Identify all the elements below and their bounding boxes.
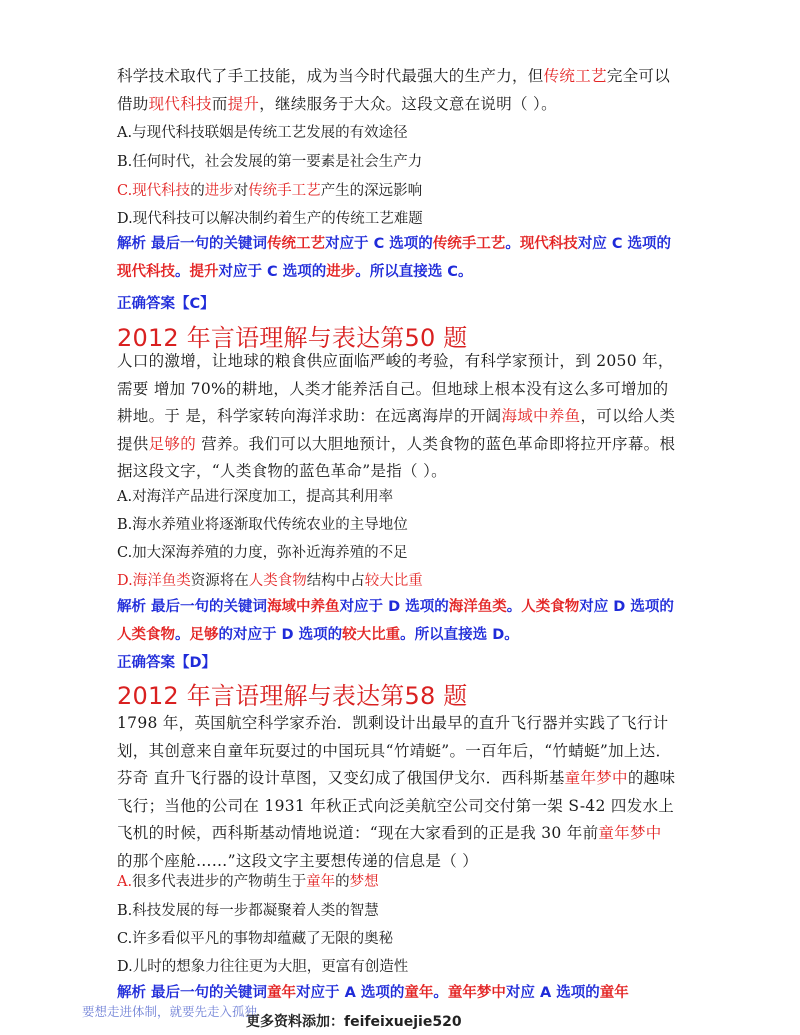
question-1-option-a: A.与现代科技联姻是传统工艺发展的有效途径	[117, 125, 408, 141]
question-1-option-d: D.现代科技可以解决制约着生产的传统工艺难题	[117, 211, 423, 227]
question-2-option-c: C.加大深海养殖的力度，弥补近海养殖的不足	[117, 545, 408, 561]
question-2-heading: 2012 年言语理解与表达第50 题	[117, 324, 468, 352]
question-1-answer: 正确答案【C】	[117, 296, 215, 312]
question-2-option-d: D.海洋鱼类资源将在人类食物结构中占较大比重	[117, 573, 423, 589]
question-2-analysis: 解析 最后一句的关键词海域中养鱼对应于 D 选项的海洋鱼类。人类食物对应 D 选项的 人类食物。足够的对应于 D 选项的较大比重。所以直接选 D。	[117, 599, 674, 643]
question-3-option-c: C.许多看似平凡的事物却蕴藏了无限的奥秘	[117, 931, 394, 947]
question-3-heading: 2012 年言语理解与表达第58 题	[117, 682, 468, 710]
footer-contact: 更多资料添加：feifeixuejie520	[246, 1014, 462, 1030]
question-3-analysis: 解析 最后一句的关键词童年对应于 A 选项的童年。童年梦中对应 A 选项的童年	[117, 985, 629, 1001]
question-2-option-a: A.对海洋产品进行深度加工，提高其利用率	[117, 489, 394, 505]
footer-slogan: 要想走进体制，就要先走入孤独	[82, 1004, 258, 1019]
question-1-option-b: B.任何时代，社会发展的第一要素是社会生产力	[117, 154, 423, 170]
question-2-stem: 人口的激增，让地球的粮食供应面临严峻的考验，有科学家预计，到 2050 年，需要 增加 70%的耕地，人类才能养活自己。但地球上根本没有这么多可增加的耕地。于 是，科学家转向海洋求助：在远离海岸的开阔海域中养鱼，可以给人类提供足够的 营养。我们可以大胆地预计，人类食物的蓝色革命即将拉开序幕。根据这段文字，“人类食物的蓝色革命”是指（ ）。	[117, 352, 676, 480]
question-1-stem: 科学技术取代了手工技能，成为当今时代最强大的生产力，但传统工艺完全可以借助现代科技而提升，继续服务于大众。这段文意在说明（ ）。	[117, 67, 671, 113]
question-1-option-c: C.现代科技的进步对传统手工艺产生的深远影响	[117, 183, 423, 199]
question-1-analysis: 解析 最后一句的关键词传统工艺对应于 C 选项的传统手工艺。现代科技对应 C 选项的 现代科技。提升对应于 C 选项的进步。所以直接选 C。	[117, 236, 672, 280]
question-2-answer: 正确答案【D】	[117, 655, 217, 671]
question-3-stem: 1798 年，英国航空科学家乔治．凯剩设计出最早的直升飞行器并实践了飞行计划，其创意来自童年玩耍过的中国玩具“竹靖蜓”。一百年后，“竹蜻蜓”加上达．芬奇 直升飞行器的设计草图，又变幻成了俄国伊戈尔．西科斯基童年梦中的趣味飞行；当他的公司在 1931 年秋正式向泛美航空公司交付第一架 S-42 四发水上飞机的时候，西科斯基动情地说道：“现在大家看到的正是我 30 年前童年梦中的那个座舱……”这段文字主要想传递的信息是（ ）	[117, 714, 676, 870]
question-2-option-b: B.海水养殖业将逐渐取代传统农业的主导地位	[117, 517, 408, 533]
question-3-option-b: B.科技发展的每一步都凝聚着人类的智慧	[117, 903, 379, 919]
question-3-option-a: A.很多代表进步的产物萌生于童年的梦想	[117, 874, 379, 890]
question-3-option-d: D.儿时的想象力往往更为大胆，更富有创造性	[117, 959, 409, 975]
